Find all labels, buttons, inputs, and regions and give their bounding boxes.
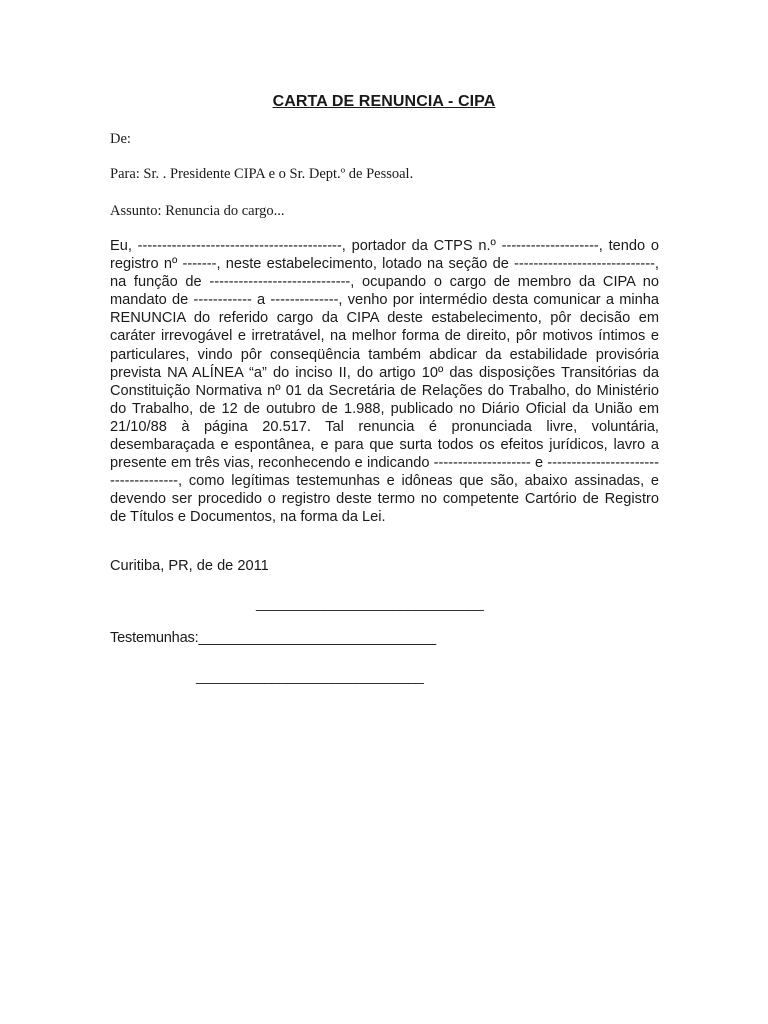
letter-body: Eu, ------------------------------------------, portador da CTPS n.º --------------------, tendo o registro nº -------, neste estabelecimento, lotado na seção de -----------------------------, na função de -----------------------------, ocupando o cargo de membro da CIPA no mandato de ------------ a --------------, venho por intermédio desta comunicar a minha RENUNCIA do referido cargo da CIPA deste estabelecimento, pôr decisão em caráter irrevogável e irretratável, na melhor forma de direito, pôr motivos íntimos e particulares, vindo pôr conseqüência também abdicar da estabilidade provisória prevista NA ALÍNEA “a” do inciso II, do artigo 10º das disposições Transitórias da Constituição Normativa nº 01 da Secretária de Relações do Trabalho, do Ministério do Trabalho, de 12 de outubro de 1.988, publicado no Diário Oficial da União em 21/10/88 à página 20.517. Tal renuncia é pronunciada livre, voluntária, desembaraçada e espontânea, e para que surta todos os efeitos jurídicos, lavro a presente em três vias, reconhecendo e indicando -------------------- e -------------------------------------, como legítimas testemunhas e idôneas que são, abaixo assinadas, e devendo ser procedido o registro deste termo no competente Cartório de Registro de Títulos e Documentos, na forma da Lei. [110,238,659,526]
signature-line: ______________________________ [256,595,484,611]
second-witness-line: ______________________________ [196,668,424,684]
to-line: Para: Sr. . Presidente CIPA e o Sr. Dept.º de Pessoal. [110,166,414,182]
document-title: CARTA DE RENUNCIA - CIPA [272,93,496,110]
city-date-line: Curitiba, PR, de de 2011 [110,558,269,574]
from-line: De: [110,131,131,147]
subject-line: Assunto: Renuncia do cargo... [110,203,285,219]
witnesses-line: Testemunhas:______________________________ [110,630,436,646]
